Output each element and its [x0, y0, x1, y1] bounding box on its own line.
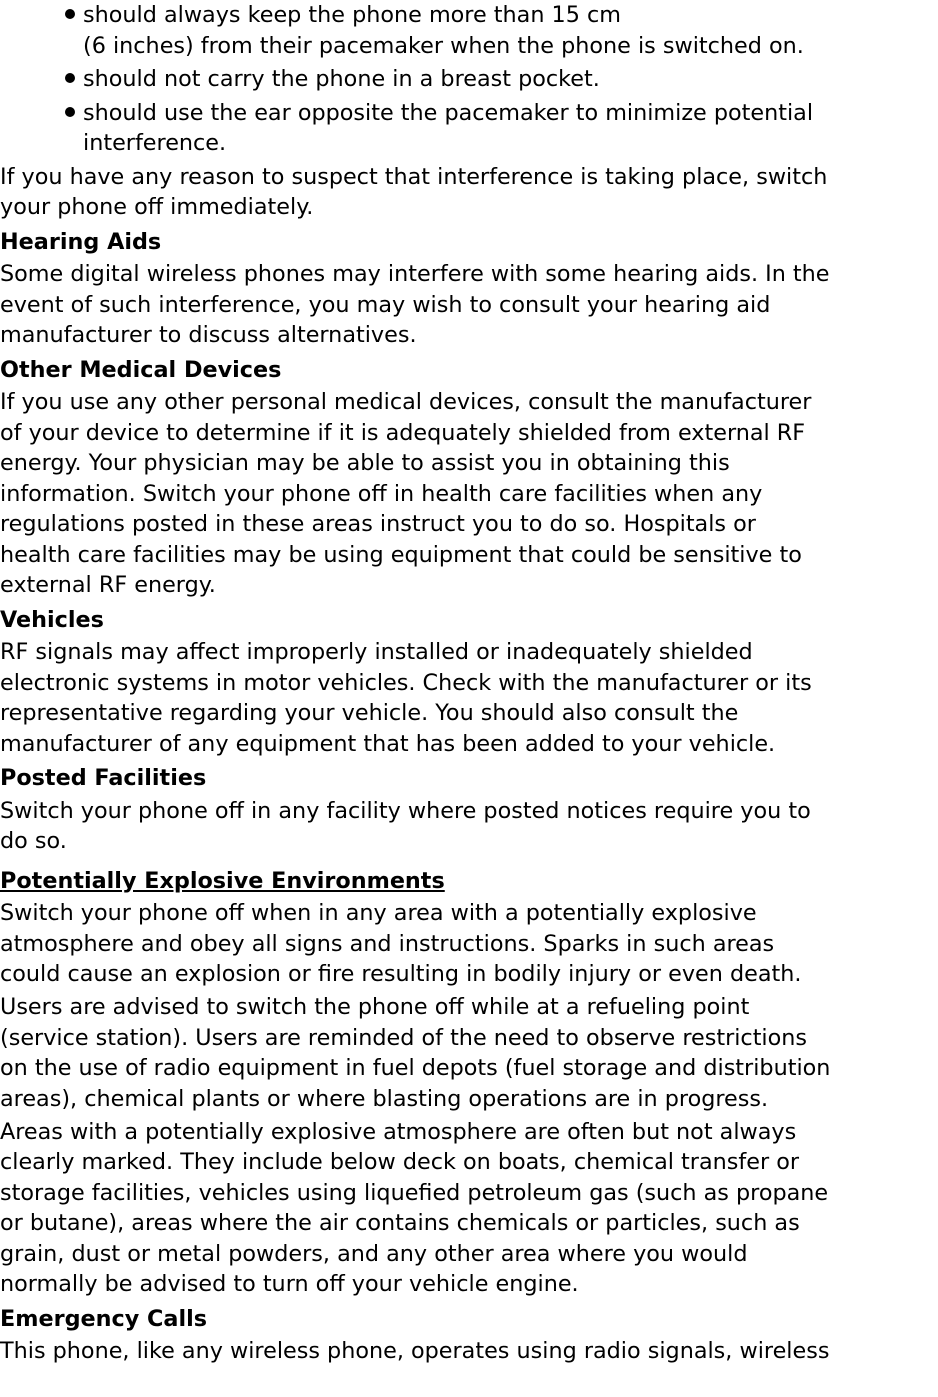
- vehicles-paragraph: [0, 637, 938, 759]
- paragraph-line: of your device to determine if it is adequately shielded from external RF: [0, 419, 806, 446]
- emergency-calls-paragraph: [0, 1336, 938, 1367]
- paragraph-line: manufacturer to discuss alternatives.: [0, 322, 417, 348]
- paragraph-line: storage facilities, vehicles using liquefied petroleum gas (such as propane: [0, 1179, 829, 1206]
- bullet-item: [0, 64, 938, 95]
- paragraph-line: event of such interference, you may wish to consult your hearing aid: [0, 291, 771, 318]
- paragraph-line: Switch your phone off when in any area with a potentially explosive: [0, 900, 757, 926]
- hearing-aids-paragraph: [0, 259, 938, 351]
- emergency-calls-heading: Emergency Calls: [0, 1305, 208, 1332]
- paragraph-line: information. Switch your phone off in health care facilities when any: [0, 480, 763, 507]
- paragraph-line: or butane), areas where the air contains chemicals or particles, such as: [0, 1210, 800, 1236]
- paragraph-line: representative regarding your vehicle. You should also consult the: [0, 700, 739, 726]
- paragraph-line: on the use of radio equipment in fuel depots (fuel storage and distribution: [0, 1055, 831, 1081]
- bullet-dot-icon: [65, 73, 75, 83]
- paragraph-line: Users are advised to switch the phone off while at a refueling point: [0, 994, 750, 1020]
- explosive-paragraph-3: [0, 1117, 938, 1300]
- paragraph-line: grain, dust or metal powders, and any other area where you would: [0, 1240, 748, 1267]
- bullet-item: [0, 98, 938, 159]
- paragraph-line: atmosphere and obey all signs and instructions. Sparks in such areas: [0, 930, 775, 957]
- paragraph-line: Some digital wireless phones may interfere with some hearing aids. In the: [0, 261, 830, 287]
- bullet-dot-icon: [65, 107, 75, 117]
- bullet-text-line: should use the ear opposite the pacemaker to minimize potential: [83, 99, 814, 126]
- vehicles-heading: Vehicles: [0, 606, 104, 633]
- paragraph-line: external RF energy.: [0, 572, 216, 598]
- pacemaker-bullet-list: [0, 0, 938, 159]
- paragraph-line: This phone, like any wireless phone, operates using radio signals, wireless: [0, 1338, 830, 1364]
- paragraph-line: energy. Your physician may be able to assist you in obtaining this: [0, 450, 730, 476]
- paragraph-line: (service station). Users are reminded of the need to observe restrictions: [0, 1024, 808, 1051]
- bullet-dot-icon: [65, 9, 75, 19]
- bullet-text-line: interference.: [83, 130, 227, 156]
- explosive-paragraph-2: [0, 992, 938, 1114]
- paragraph-line: Areas with a potentially explosive atmosphere are often but not always: [0, 1118, 797, 1145]
- paragraph-line: health care facilities may be using equipment that could be sensitive to: [0, 541, 802, 568]
- paragraph-line: areas), chemical plants or where blasting operations are in progress.: [0, 1085, 769, 1112]
- paragraph-line: could cause an explosion or fire resulting in bodily injury or even death.: [0, 961, 802, 987]
- medical-devices-heading: Other Medical Devices: [0, 356, 282, 383]
- paragraph-line: If you use any other personal medical devices, consult the manufacturer: [0, 389, 812, 415]
- paragraph-line: your phone off immediately.: [0, 194, 314, 220]
- bullet-text-line: should not carry the phone in a breast pocket.: [83, 66, 600, 92]
- paragraph-line: electronic systems in motor vehicles. Check with the manufacturer or its: [0, 669, 812, 696]
- explosive-paragraph-1: [0, 898, 938, 990]
- paragraph-line: RF signals may affect improperly installed or inadequately shielded: [0, 639, 753, 665]
- paragraph-line: Switch your phone off in any facility where posted notices require you to: [0, 797, 811, 824]
- interference-paragraph: [0, 162, 938, 223]
- hearing-aids-heading: Hearing Aids: [0, 228, 162, 255]
- paragraph-line: normally be advised to turn off your vehicle engine.: [0, 1271, 579, 1297]
- posted-facilities-paragraph: [0, 796, 938, 857]
- bullet-text-line: should always keep the phone more than 15 cm: [83, 2, 621, 28]
- paragraph-line: If you have any reason to suspect that interference is taking place, switch: [0, 163, 828, 190]
- posted-facilities-heading: Posted Facilities: [0, 765, 207, 791]
- paragraph-line: clearly marked. They include below deck on boats, chemical transfer or: [0, 1149, 800, 1175]
- explosive-environments-heading: Potentially Explosive Environments: [0, 867, 445, 894]
- paragraph-line: manufacturer of any equipment that has been added to your vehicle.: [0, 730, 776, 757]
- medical-devices-paragraph: [0, 387, 938, 601]
- bullet-item: [0, 0, 938, 61]
- paragraph-line: regulations posted in these areas instruct you to do so. Hospitals or: [0, 511, 756, 537]
- bullet-text-line: (6 inches) from their pacemaker when the phone is switched on.: [83, 32, 804, 59]
- paragraph-line: do so.: [0, 828, 67, 854]
